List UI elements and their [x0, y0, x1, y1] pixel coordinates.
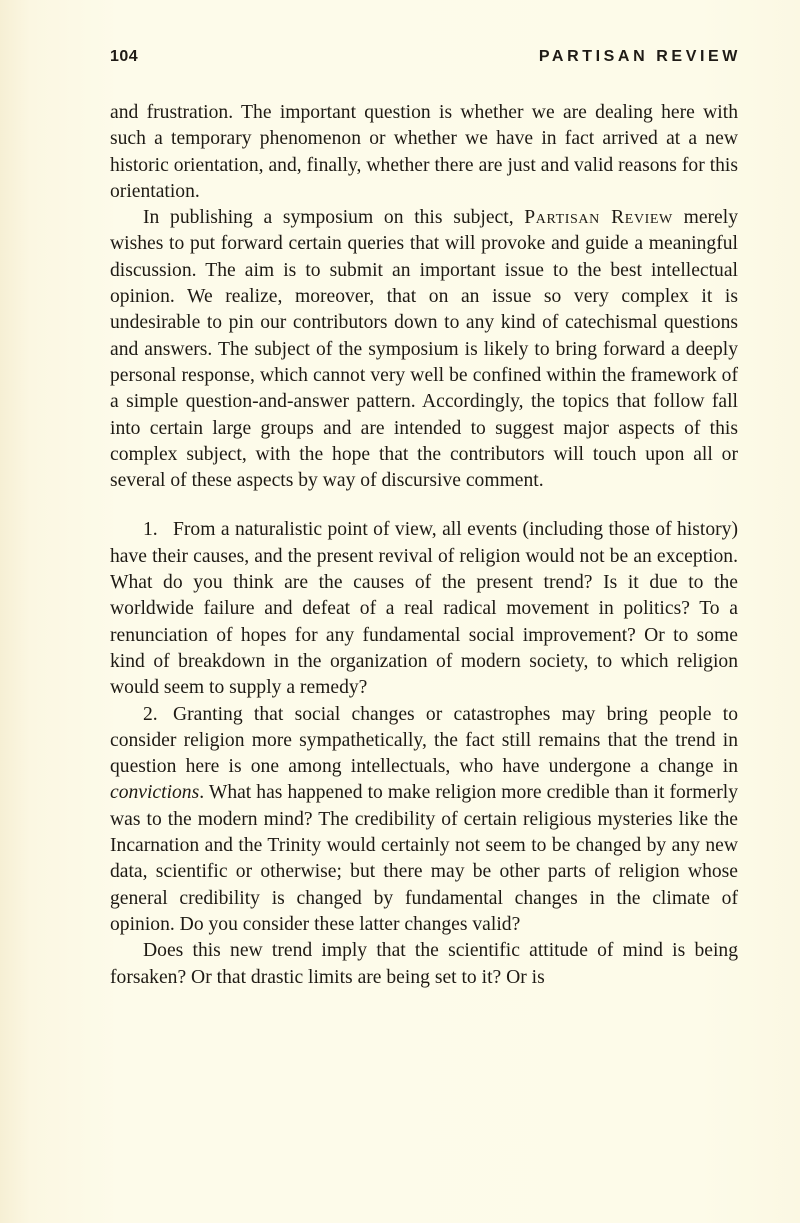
paragraph-continuation: and frustration. The important question is whether we are dealing here with such a temporary phenomenon or whether we have in fact arrived at a new historic orientation, and, finally, whether there are just and valid reasons for this orientation. — [110, 102, 738, 202]
question-text: From a naturalistic point of view, all events (including those of history) have their causes, and the present revival of religion would not be an exception. What do you think are the causes of the present trend? Is it due to the worldwide failure and defeat of a real radical movement in politics? To a renunciation of hopes for any fundamental social improvement? Or to some kind of breakdown in the organization of modern society, to which religion would seem to supply a remedy? — [110, 519, 738, 699]
running-head — [110, 48, 741, 70]
journal-title: PARTISAN REVIEW — [538, 48, 741, 65]
emphasis-italic: convictions — [110, 782, 200, 804]
document-page — [110, 48, 741, 991]
paragraph-lead: In publishing a symposium on this subject, — [143, 207, 525, 229]
page-number: 104 — [110, 48, 139, 65]
question-lead: Granting that social changes or catastrophes may bring people to consider religion more sympathetically, the fact still remains that the trend in question here is one among intellectuals, who have undergone a change in — [110, 703, 738, 778]
paragraph-scientific-attitude: Does this new trend imply that the scientific attitude of mind is being forsaken? Or that drastic limits are being set to it? Or is — [110, 940, 738, 988]
question-number: 1. — [143, 519, 158, 541]
question-1 — [110, 517, 738, 701]
body-text — [110, 100, 738, 991]
paragraph-body: merely wishes to put forward certain queries that will provoke and guide a meaningful discussion. The aim is to submit an important issue to the best intellectual opinion. We realize, moreover, that on an issue so very complex it is undesirable to pin our contributors down to any kind of catechismal questions and answers. The subject of the symposium is likely to bring forward a deeply personal response, which cannot very well be confined within the framework of a simple question-and-answer pattern. Accordingly, the topics that follow fall into certain large groups and are intended to suggest major aspects of this complex subject, with the hope that the contributors will touch upon all or several of these aspects by way of discursive comment. — [110, 207, 738, 492]
question-2 — [110, 702, 738, 939]
journal-name-small-caps: Partisan Review — [524, 207, 673, 229]
question-number: 2. — [143, 703, 158, 725]
question-text: . What has happened to make religion more credible than it formerly was to the modern mind? The credibility of certain religious mysteries like the Incarnation and the Trinity would certainly not seem to be changed by any new data, scientific or otherwise; but there may be other parts of religion whose general credibility is changed by fundamental changes in the climate of opinion. Do you consider these latter changes valid? — [110, 782, 738, 935]
paragraph-symposium-intro — [110, 205, 738, 494]
